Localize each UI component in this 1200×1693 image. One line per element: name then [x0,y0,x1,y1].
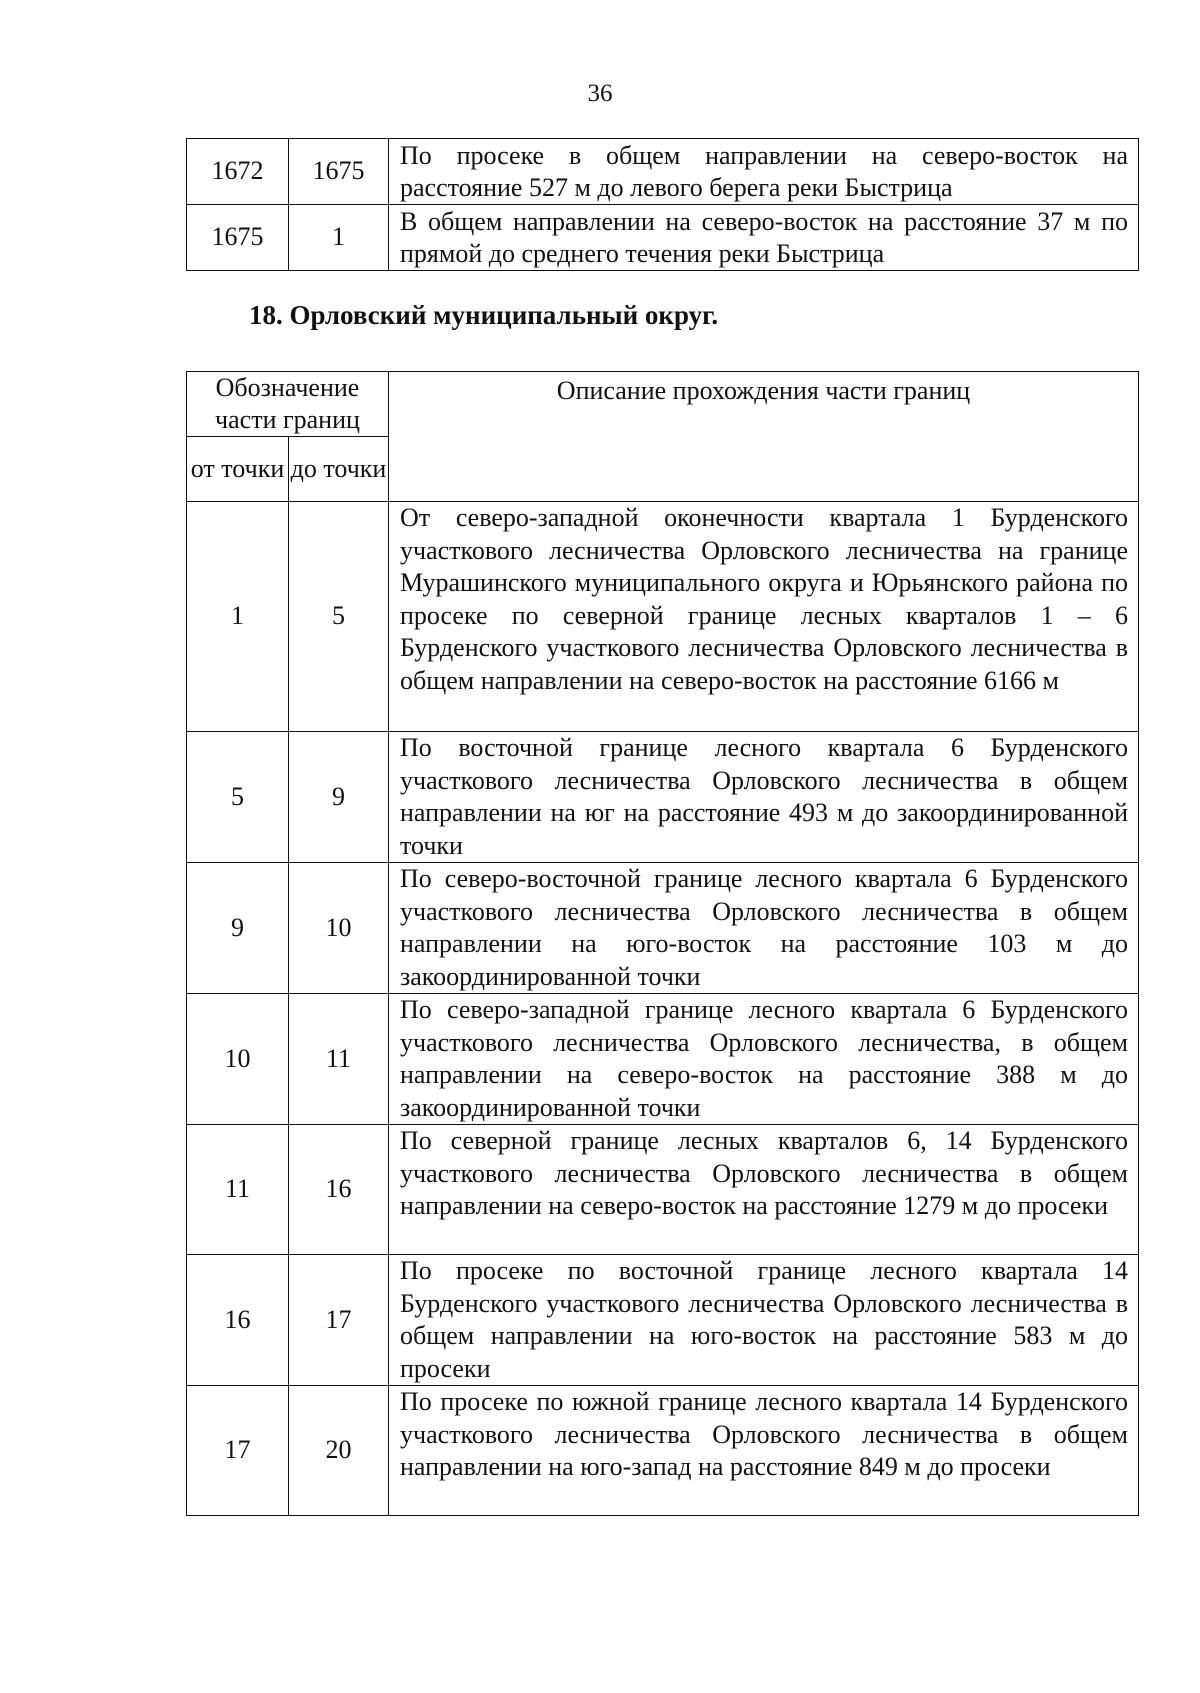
table-row [187,502,1139,732]
table-header-row [187,372,1139,437]
description-cell: От северо-западной оконечности квартала 1 Бурденского участкового лесничества Орловского лесничества на границе Мурашинского муниципального округа и Юрьянского района по просеке по северной границе лесных кварталов 1 – 6 Бурденского участкового лесничества Орловского лесничества в общем направлении на северо-восток на расстояние 6166 м [389,502,1139,732]
from-point-cell: 1 [187,502,289,732]
to-point-cell: 10 [289,863,389,994]
boundary-table [186,371,1139,1516]
table-row [187,205,1139,271]
from-point-cell: 10 [187,994,289,1125]
table-row [187,1255,1139,1386]
continuation-table [186,138,1139,271]
description-cell: По просеке в общем направлении на северо-восток на расстояние 527 м до левого берега реки Быстрица [389,139,1139,205]
from-point-cell: 17 [187,1386,289,1516]
description-cell: По северной границе лесных кварталов 6, 14 Бурденского участкового лесничества Орловского лесничества в общем направлении на северо-восток на расстояние 1279 м до просеки [389,1125,1139,1255]
from-point-cell: 1675 [187,205,289,271]
to-point-cell: 17 [289,1255,389,1386]
table-row [187,139,1139,205]
table-row [187,994,1139,1125]
description-cell: По восточной границе лесного квартала 6 Бурденского участкового лесничества Орловского лесничества в общем направлении на юг на расстояние 493 м до закоординированной точки [389,732,1139,863]
to-point-cell: 11 [289,994,389,1125]
designation-header: Обозначение части границ [187,372,389,437]
description-header: Описание прохождения части границ [389,372,1139,502]
to-point-header: до точки [289,437,389,502]
to-point-cell: 1 [289,205,389,271]
table-row [187,1125,1139,1255]
description-cell: По просеке по южной границе лесного квартала 14 Бурденского участкового лесничества Орловского лесничества в общем направлении на юго-запад на расстояние 849 м до просеки [389,1386,1139,1516]
description-cell: По северо-восточной границе лесного квартала 6 Бурденского участкового лесничества Орловского лесничества в общем направлении на юго-восток на расстояние 103 м до закоординированной точки [389,863,1139,994]
to-point-cell: 20 [289,1386,389,1516]
to-point-cell: 16 [289,1125,389,1255]
to-point-cell: 5 [289,502,389,732]
page-number: 36 [587,80,613,107]
from-point-cell: 5 [187,732,289,863]
to-point-cell: 9 [289,732,389,863]
from-point-cell: 9 [187,863,289,994]
from-point-cell: 1672 [187,139,289,205]
section-title: 18. Орловский муниципальный округ. [249,300,719,330]
description-cell: В общем направлении на северо-восток на расстояние 37 м по прямой до среднего течения реки Быстрица [389,205,1139,271]
description-cell: По просеке по восточной границе лесного квартала 14 Бурденского участкового лесничества Орловского лесничества в общем направлении на юго-восток на расстояние 583 м до просеки [389,1255,1139,1386]
from-point-header: от точки [187,437,289,502]
table-row [187,732,1139,863]
from-point-cell: 16 [187,1255,289,1386]
description-cell: По северо-западной границе лесного квартала 6 Бурденского участкового лесничества Орловского лесничества, в общем направлении на северо-восток на расстояние 388 м до закоординированной точки [389,994,1139,1125]
table-row [187,863,1139,994]
to-point-cell: 1675 [289,139,389,205]
table-row [187,1386,1139,1516]
from-point-cell: 11 [187,1125,289,1255]
